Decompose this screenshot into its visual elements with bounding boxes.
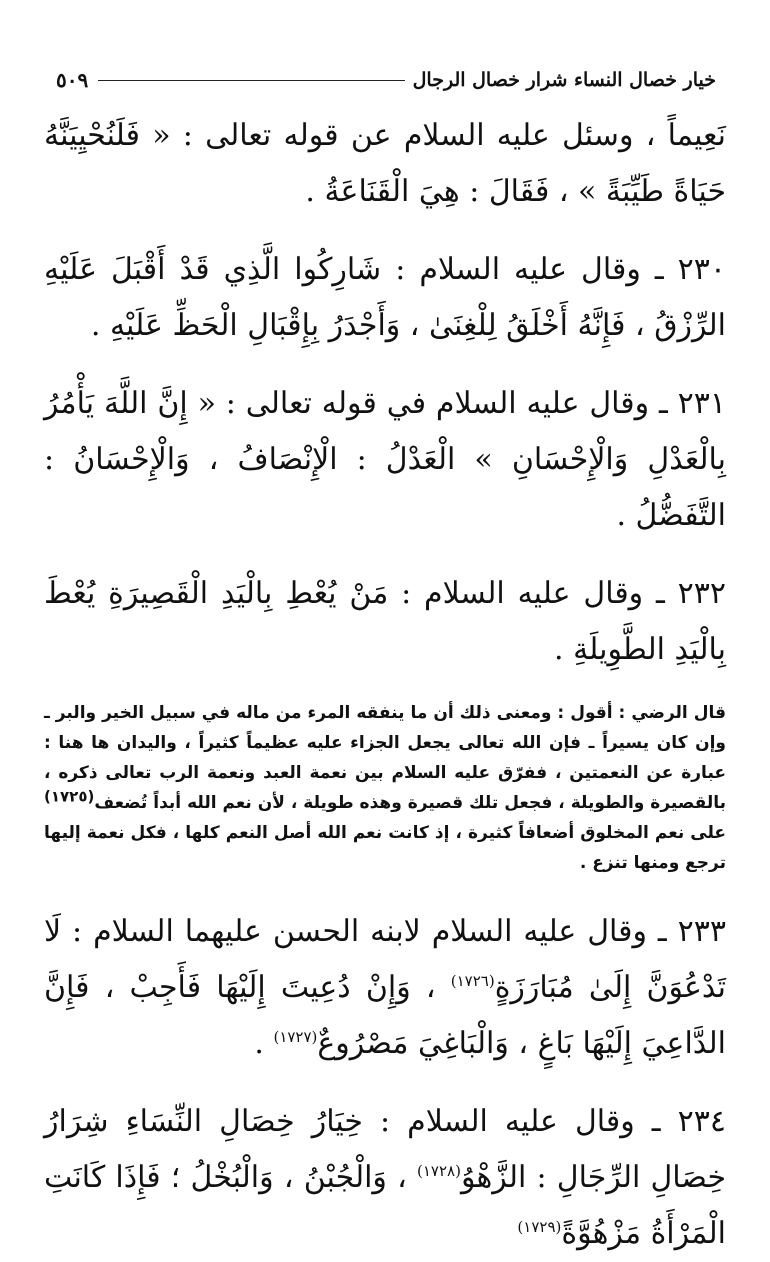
footnote-marker: (١٧٢٨) (417, 1162, 461, 1180)
saying-230 (44, 242, 726, 354)
footnote-marker: (١٧٢٧) (273, 1028, 318, 1046)
page-body (44, 108, 726, 1262)
paragraph-text: وقال عليه السلام : خِيَارُ خِصَالِ النِّسَاءِ شِرَارُ خِصَالِ الرِّجَالِ : الزَّهْوُ (44, 1104, 726, 1195)
saying-234 (44, 1094, 726, 1262)
paragraph-text: وقال عليه السلام : شَارِكُوا الَّذِي قَدْ أَقْبَلَ عَلَيْهِ الرِّزْقُ ، فَإِنَّهُ أَخْلَقُ لِلْغِنَىٰ ، وَأَجْدَرُ بِإِقْبَالِ الْحَظِّ عَلَيْهِ . (44, 252, 726, 343)
footnote-marker: (١٧٢٥) (44, 787, 95, 806)
saying-number: ٢٣٢ (677, 576, 726, 611)
running-title: خيار خصال النساء شرار خصال الرجال (412, 69, 716, 91)
paragraph-text: وقال عليه السلام لابنه الحسن عليهما السلام : لَا تَدْعُوَنَّ إِلَىٰ مُبَارَزَةٍ (44, 914, 726, 1005)
commentary-text: قال الرضي : أقول : ومعنى ذلك أن ما ينفقه المرء من ماله في سبيل الخير والبر ـ وإن كان يسيراً ـ فإن الله تعالى يجعل الجزاء عليه عظيماً كثيراً ، واليدان ها هنا : عبارة عن النعمتين ، ففرّق عليه السلام بين نعمة العبد ونعمة الرب تعالى ذكره ، بالقصيرة والطويلة ، فجعل تلك قصيرة وهذه طويلة ، لأن نعم الله أبداً تُضعف (44, 703, 726, 813)
saying-number: ٢٣٠ (677, 252, 726, 287)
paragraph-text: ، وَالْجُبْنُ ، وَالْبُخْلُ ؛ فَإِذَا كَانَتِ الْمَرْأَةُ مَزْهُوَّةً (44, 1160, 726, 1251)
paragraph-text: وقال عليه السلام : مَنْ يُعْطِ بِالْيَدِ الْقَصِيرَةِ يُعْطَ بِالْيَدِ الطَّوِيلَةِ . (44, 576, 726, 667)
paragraph-continuation (44, 108, 726, 220)
paragraph-text: ، وَإِنْ دُعِيتَ إِلَيْهَا فَأَجِبْ ، فَإِنَّ الدَّاعِيَ إِلَيْهَا بَاغٍ ، وَالْبَاغِيَ مَصْرُوعٌ (44, 970, 726, 1061)
dash: ـ (643, 576, 665, 611)
saying-number: ٢٣٤ (677, 1104, 726, 1139)
saying-number: ٢٣٣ (677, 914, 726, 949)
radi-commentary (44, 698, 726, 878)
footnote-marker: (١٧٢٦) (450, 972, 495, 990)
dash: ـ (649, 386, 668, 421)
dash: ـ (634, 1104, 661, 1139)
saying-number: ٢٣١ (677, 386, 726, 421)
saying-232 (44, 566, 726, 678)
dash: ـ (640, 252, 664, 287)
saying-231 (44, 376, 726, 544)
header-rule (98, 80, 404, 81)
paragraph-text: وقال عليه السلام في قوله تعالى : « إِنَّ اللَّهَ يَأْمُرُ بِالْعَدْلِ وَالْإِحْسَانِ » الْعَدْلُ : الْإِنْصَافُ ، وَالْإِحْسَانُ : التَّفَضُّلُ . (44, 386, 726, 533)
paragraph-text: . (254, 1026, 264, 1061)
footnote-marker: (١٧٢٩) (517, 1218, 562, 1236)
dash: ـ (647, 914, 667, 949)
saying-233 (44, 904, 726, 1072)
paragraph-text: نَعِيماً ، وسئل عليه السلام عن قوله تعالى : « فَلَنُحْيِيَنَّهُ حَيَاةً طَيِّبَةً » ، فَقَالَ : هِيَ الْقَنَاعَةُ . (44, 118, 726, 209)
commentary-text: على نعم المخلوق أضعافاً كثيرة ، إذ كانت نعم الله أصل النعم كلها ، فكل نعمة إليها ترجع ومنها تنزع . (44, 823, 726, 873)
page-number: ٥٠٩ (56, 68, 89, 92)
page-header (56, 62, 716, 98)
